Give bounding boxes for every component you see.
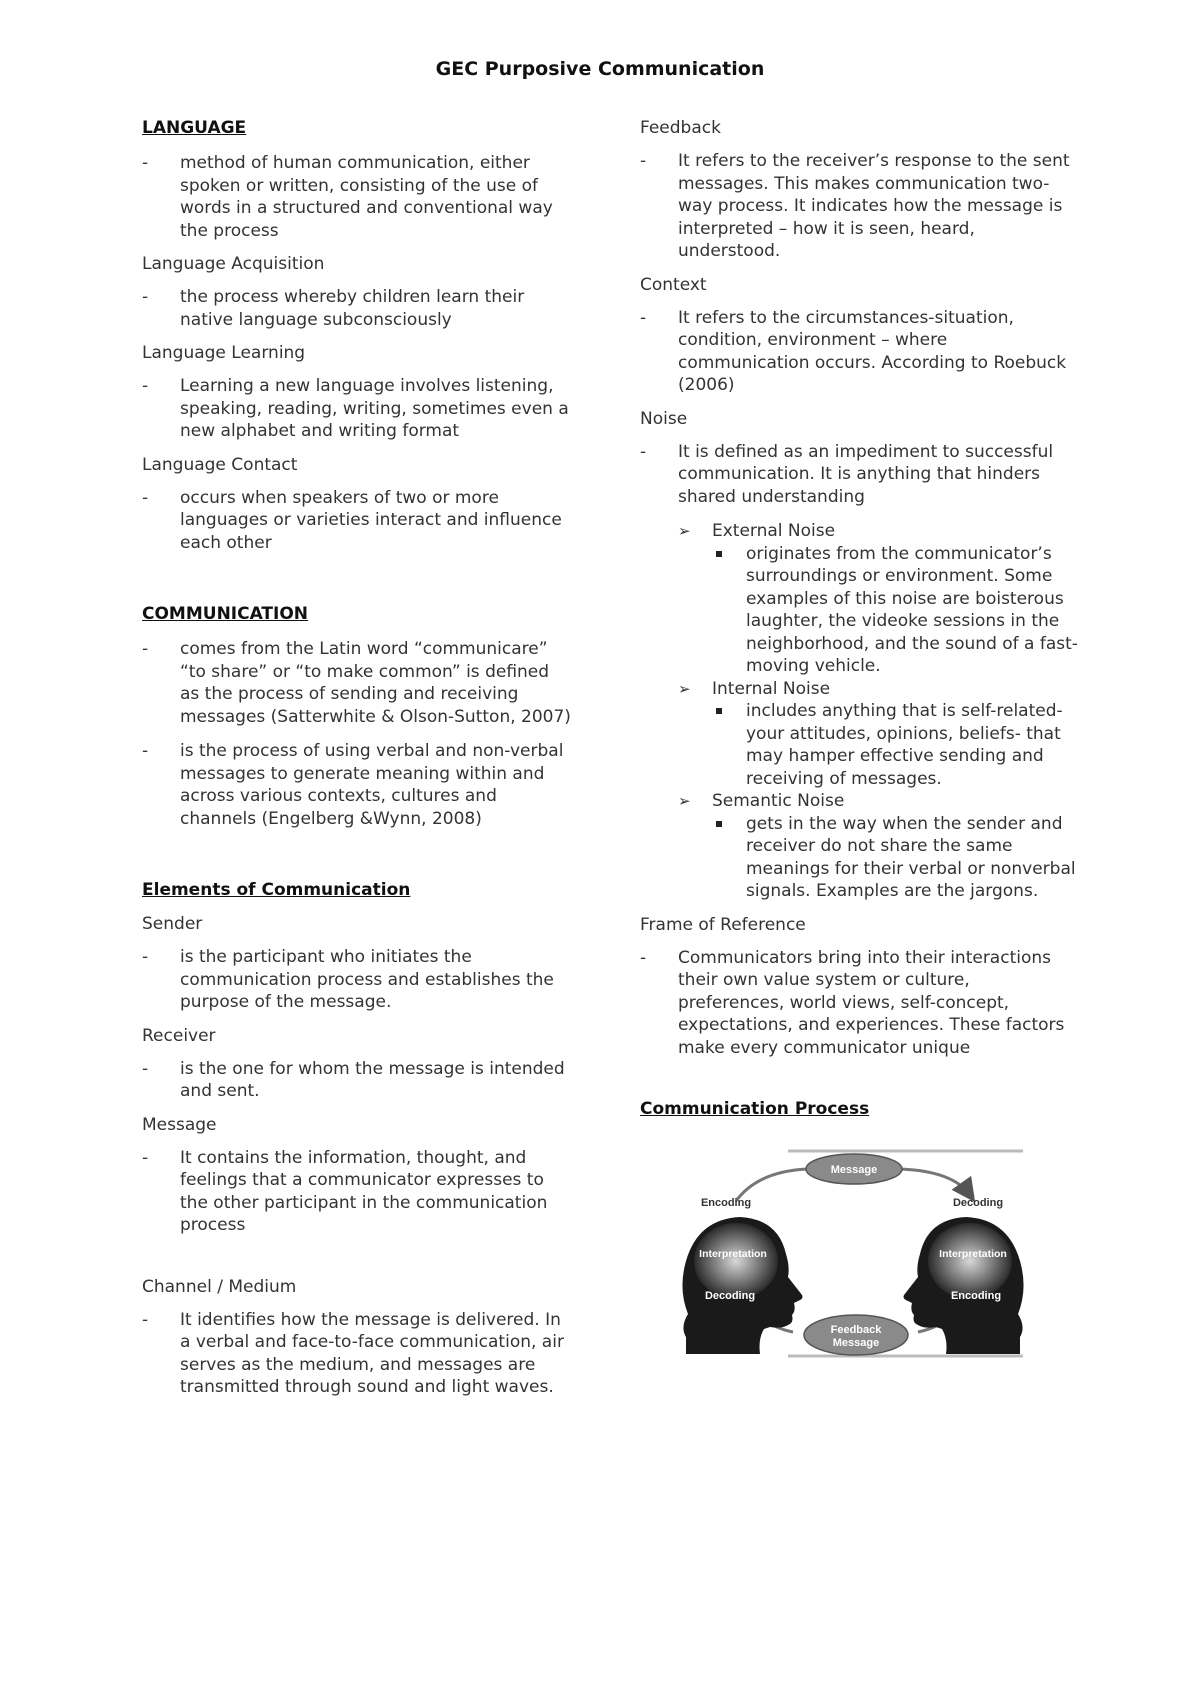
arrow-bullet-icon: ➢	[678, 792, 691, 810]
left-brain	[694, 1223, 778, 1299]
term-language-contact: Language Contact	[142, 454, 298, 475]
language-definition: method of human communication, either spoken or written, consisting of the use of words in a structured and conventional way the process	[180, 153, 553, 241]
semantic-noise-label: Semantic Noise	[712, 791, 845, 811]
arrow-bullet-icon: ➢	[678, 679, 691, 698]
list-item	[142, 375, 572, 443]
list-item	[142, 286, 572, 331]
noise-type-internal	[640, 678, 1080, 701]
dash-bullet: -	[142, 1058, 149, 1079]
list-item	[640, 307, 1080, 397]
dash-bullet: -	[142, 741, 149, 761]
communication-process-heading: Communication Process	[640, 1099, 870, 1119]
dash-bullet: -	[640, 947, 647, 968]
communication-process-diagram	[678, 1149, 1028, 1359]
diagram-interpretation-left-label: Interpretation	[699, 1248, 767, 1260]
term-receiver: Receiver	[142, 1025, 216, 1046]
communication-definition-2: is the process of using verbal and non-verbal messages to generate meaning within and across various contexts, cultures and channels (Engelberg &Wynn, 2008)	[180, 741, 564, 829]
right-brain	[928, 1223, 1012, 1299]
term-language-acquisition: Language Acquisition	[142, 254, 325, 274]
term-message: Message	[142, 1114, 217, 1135]
dash-bullet: -	[142, 639, 149, 659]
language-acquisition-text: the process whereby children learn their native language subconsciously	[180, 287, 525, 330]
frame-of-reference-text: Communicators bring into their interactions their own value system or culture, preferences, world views, self-concept, expectations, and experiences. These factors make every communicator unique	[678, 947, 1065, 1058]
list-item	[142, 638, 572, 728]
diagram-encoding-top-label: Encoding	[700, 1197, 752, 1209]
list-item	[142, 1309, 572, 1399]
internal-noise-label: Internal Noise	[712, 678, 831, 699]
dash-bullet: -	[142, 376, 149, 396]
dash-bullet: -	[142, 287, 149, 307]
external-noise-label: External Noise	[712, 521, 836, 541]
dash-bullet: -	[640, 441, 647, 462]
list-item	[640, 700, 1080, 790]
list-item	[142, 1147, 572, 1237]
square-bullet-icon	[716, 708, 722, 714]
term-channel: Channel / Medium	[142, 1276, 297, 1297]
list-item	[640, 543, 1080, 678]
diagram-decoding-top-label: Decoding	[952, 1197, 1004, 1209]
language-contact-text: occurs when speakers of two or more languages or varieties interact and influence each other	[180, 487, 562, 553]
list-item	[142, 487, 572, 555]
communication-definition-1: comes from the Latin word “communicare” “to share” or “to make common” is defined as the process of sending and receiving messages (Satterwhite & Olson-Sutton, 2007)	[180, 639, 571, 727]
elements-heading: Elements of Communication	[142, 880, 411, 900]
semantic-noise-text: gets in the way when the sender and receiver do not share the same meanings for their verbal or nonverbal signals. Examples are the jargons.	[746, 813, 1076, 901]
diagram-decoding-left-label: Decoding	[704, 1290, 756, 1302]
page-title: GEC Purposive Communication	[435, 58, 765, 80]
noise-type-external	[640, 520, 1080, 543]
dash-bullet: -	[142, 947, 149, 967]
context-text: It refers to the circumstances-situation, condition, environment – where communication occurs. According to Roebuck (2006)	[678, 307, 1067, 395]
left-column	[142, 118, 572, 1411]
internal-noise-text: includes anything that is self-related-your attitudes, opinions, beliefs- that may hamper effective sending and receiving of messages.	[746, 701, 1063, 789]
right-column	[640, 118, 1080, 1363]
dash-bullet: -	[142, 1147, 149, 1168]
message-text: It contains the information, thought, and feelings that a communicator expresses to the other participant in the communication process	[180, 1147, 548, 1235]
diagram-feedback-line2: Message	[832, 1337, 880, 1349]
term-noise: Noise	[640, 408, 688, 429]
dash-bullet: -	[142, 153, 149, 173]
arrow-bullet-icon: ➢	[678, 522, 691, 540]
dash-bullet: -	[640, 307, 647, 328]
language-heading: LANGUAGE	[142, 118, 247, 138]
list-item	[142, 1058, 572, 1103]
dash-bullet: -	[142, 487, 149, 508]
diagram-feedback-line1: Feedback	[830, 1324, 882, 1336]
receiver-text: is the one for whom the message is intended and sent.	[180, 1058, 565, 1101]
noise-text: It is defined as an impediment to successful communication. It is anything that hinders shared understanding	[678, 441, 1054, 507]
list-item	[640, 813, 1080, 903]
square-bullet-icon	[716, 821, 722, 827]
list-item	[142, 152, 572, 242]
term-context: Context	[640, 274, 707, 295]
list-item	[640, 947, 1080, 1060]
noise-type-semantic	[640, 790, 1080, 813]
term-sender: Sender	[142, 914, 203, 934]
dash-bullet: -	[640, 151, 647, 171]
term-frame-of-reference: Frame of Reference	[640, 914, 806, 935]
diagram-encoding-right-label: Encoding	[950, 1290, 1002, 1302]
square-bullet-icon	[716, 551, 722, 557]
communication-heading: COMMUNICATION	[142, 604, 309, 624]
list-item	[640, 441, 1080, 509]
language-learning-text: Learning a new language involves listening, speaking, reading, writing, sometimes even a new alphabet and writing format	[180, 376, 569, 441]
list-item	[640, 150, 1080, 263]
feedback-text: It refers to the receiver’s response to the sent messages. This makes communication two-way process. It indicates how the message is interpreted – how it is seen, heard, understood.	[678, 151, 1070, 261]
diagram-interpretation-right-label: Interpretation	[939, 1248, 1007, 1260]
list-item	[142, 740, 572, 830]
external-noise-text: originates from the communicator’s surroundings or environment. Some examples of this noise are boisterous laughter, the videoke sessions in the neighborhood, and the sound of a fast-moving vehicle.	[746, 543, 1078, 676]
diagram-message-label: Message	[830, 1164, 878, 1176]
channel-text: It identifies how the message is delivered. In a verbal and face-to-face communication, air serves as the medium, and messages are transmitted through sound and light waves.	[180, 1309, 564, 1397]
term-feedback: Feedback	[640, 118, 721, 138]
list-item	[142, 946, 572, 1014]
dash-bullet: -	[142, 1309, 149, 1330]
sender-text: is the participant who initiates the communication process and establishes the purpose of the message.	[180, 947, 554, 1012]
term-language-learning: Language Learning	[142, 343, 306, 363]
